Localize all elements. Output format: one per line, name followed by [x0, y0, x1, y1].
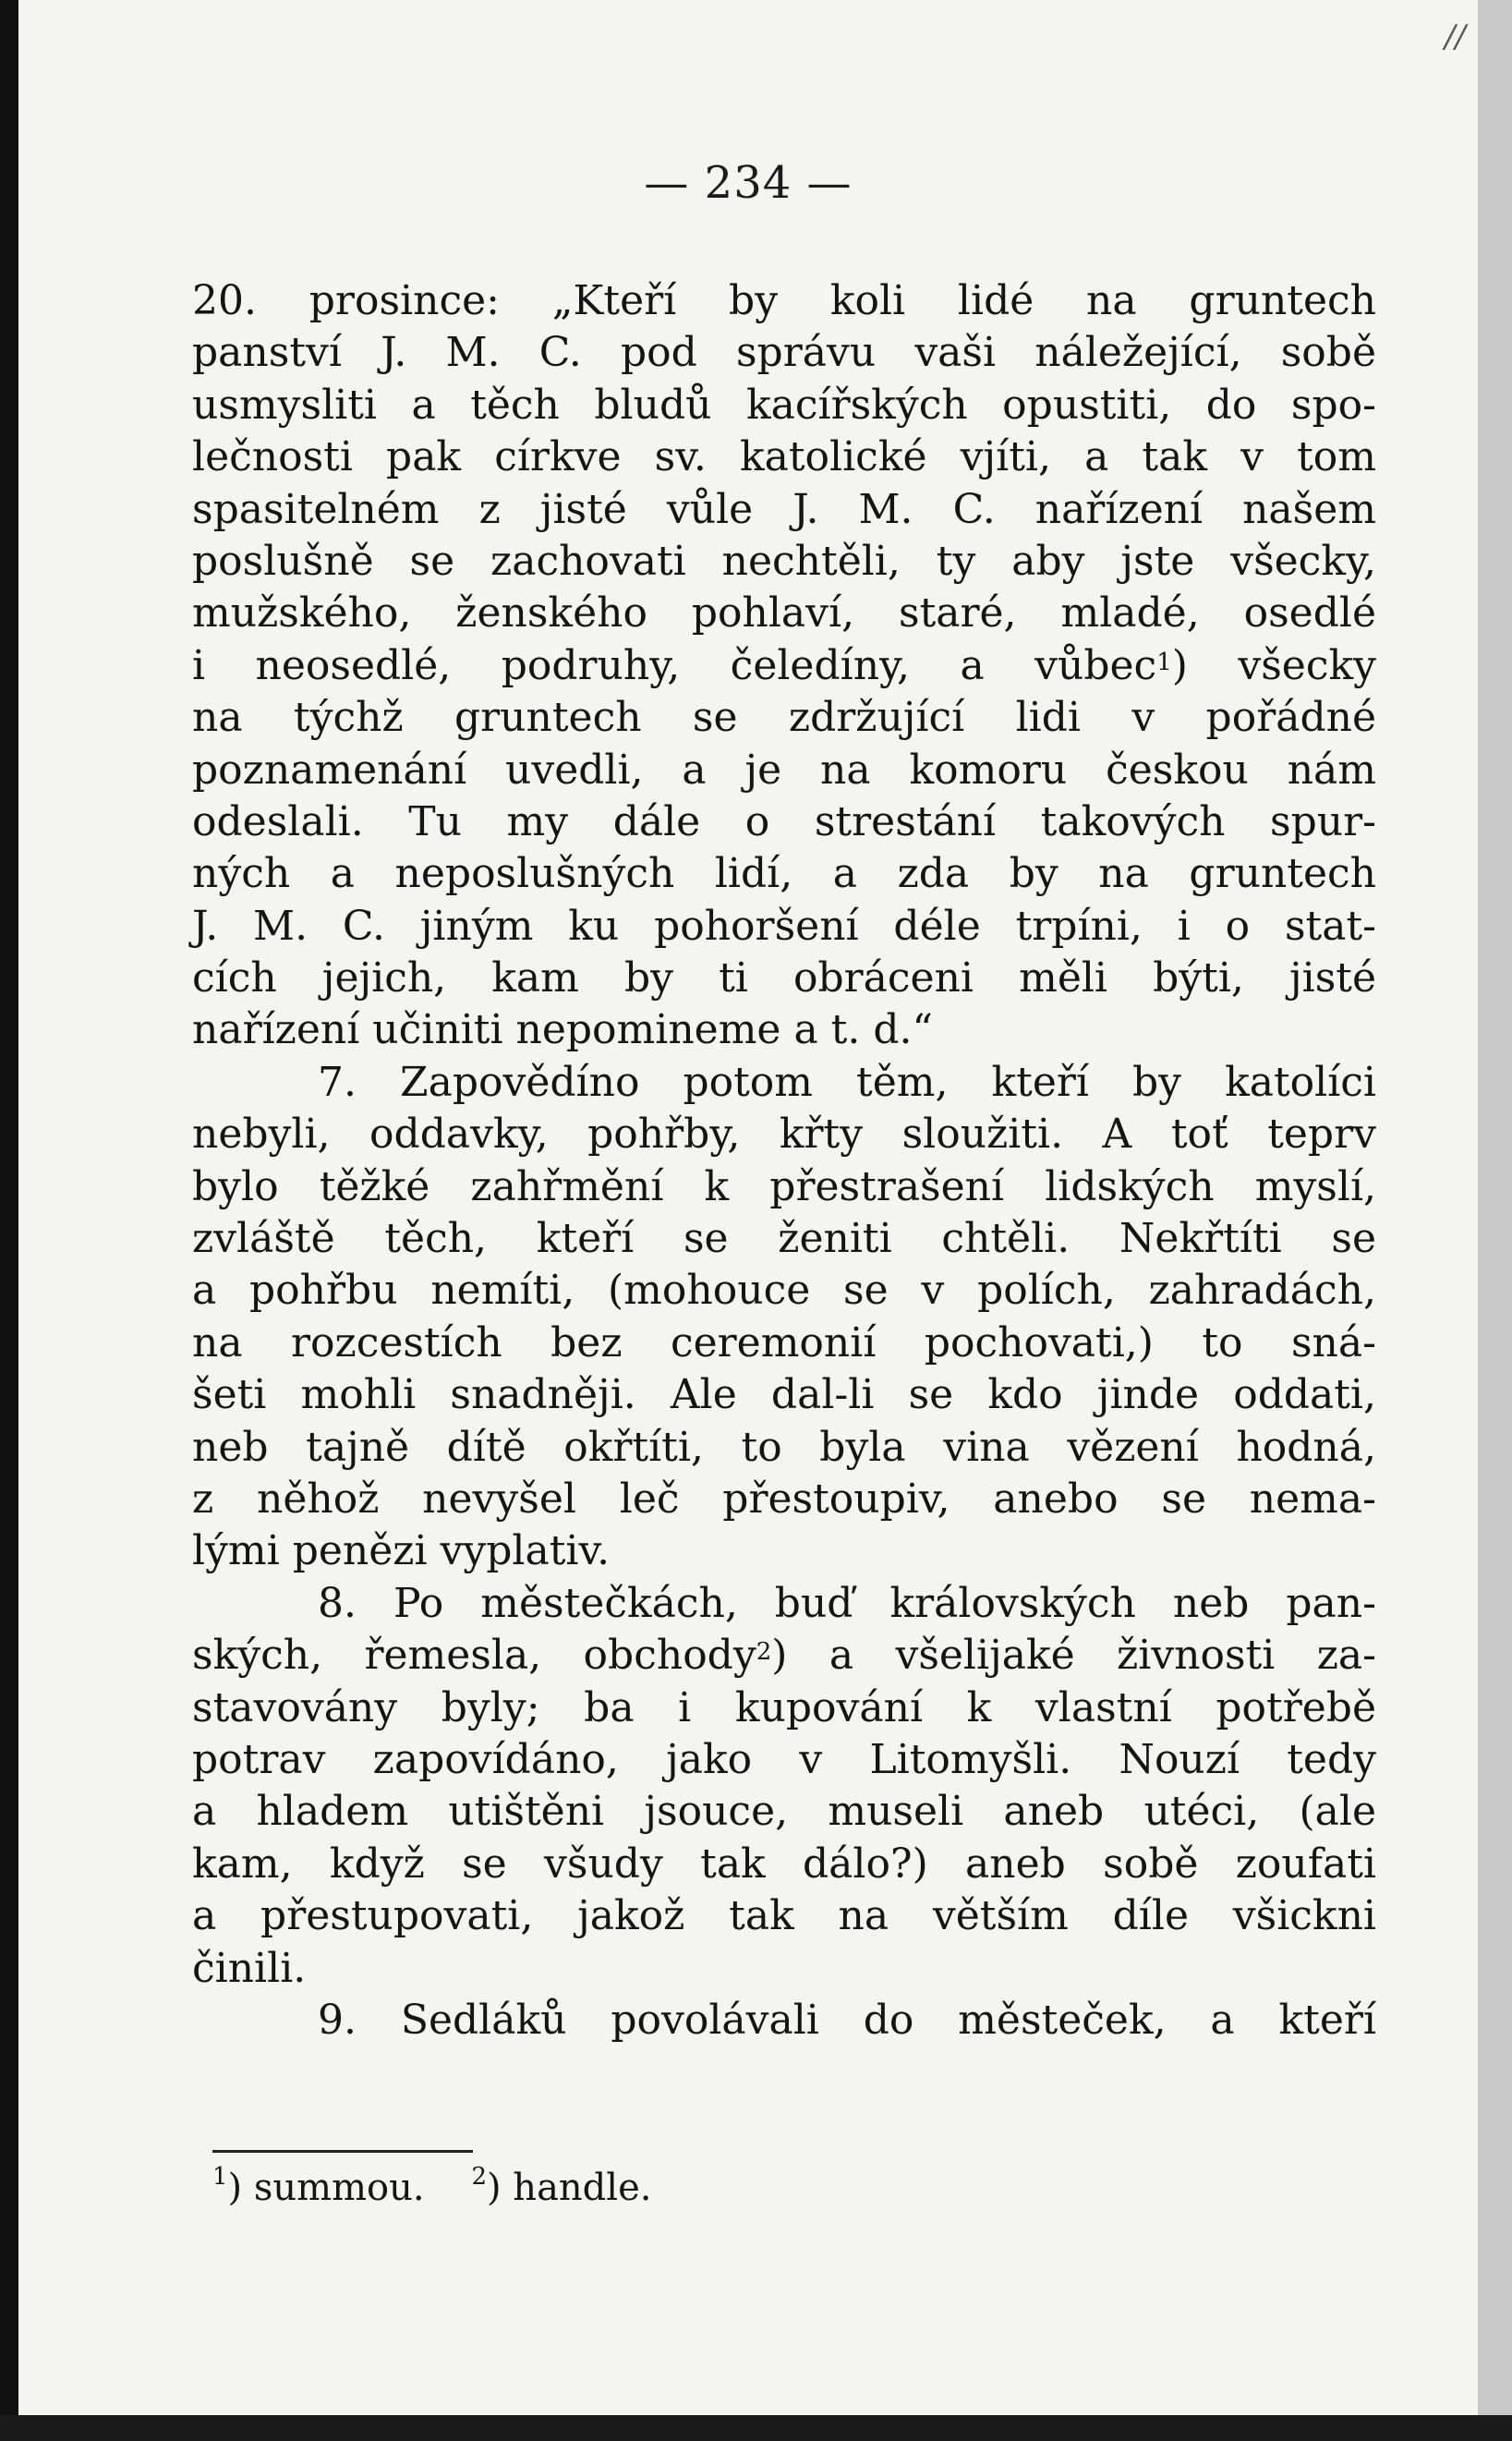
- text-line-content: potrav zapovídáno, jako v Litomyšli. Nouzí tedy: [192, 1735, 1376, 1783]
- text-line: [192, 901, 1376, 953]
- text-line-content: 8. Po městečkách, buď královských neb pan-: [318, 1579, 1376, 1627]
- text-line-content: zvláště těch, kteří se ženiti chtěli. Nekřtíti se: [192, 1215, 1376, 1263]
- footnote-reference: 2: [756, 1638, 772, 1667]
- text-line: [192, 848, 1376, 900]
- text-line-content: cích jejich, kam by ti obráceni měli býti, jisté: [192, 954, 1376, 1002]
- text-line: [192, 1682, 1376, 1734]
- text-line-content: 20. prosince: „Kteří by koli lidé na gruntech: [192, 277, 1376, 324]
- text-line-content: kam, když se všudy tak dálo?) aneb sobě zoufati: [192, 1840, 1376, 1888]
- text-line: [192, 588, 1376, 639]
- text-line-content: činili.: [192, 1944, 307, 1992]
- text-line: [192, 1369, 1376, 1421]
- text-line-content: na týchž gruntech se zdržující lidi v pořádné: [192, 694, 1376, 742]
- text-line-continuation: a všelijaké živnosti za-: [787, 1632, 1376, 1680]
- footnotes: [212, 2163, 652, 2209]
- book-page: [18, 0, 1478, 2415]
- body-text: [192, 275, 1376, 2046]
- text-line: [192, 1734, 1376, 1786]
- footnote-reference: 1: [1156, 648, 1172, 676]
- text-line: [192, 1422, 1376, 1474]
- text-line-content: lými penězi vyplativ.: [192, 1527, 611, 1575]
- footnote-2: $^2$) handle.: [471, 2163, 652, 2209]
- text-line-content: šeti mohli snadněji. Ale dal-li se kdo jinde oddati,: [192, 1371, 1376, 1419]
- text-line: [192, 1474, 1376, 1525]
- text-line-content: spasitelném z jisté vůle J. M. C. nařízení našem: [192, 485, 1376, 533]
- text-line-content: nařízení učiniti nepomineme a t. d.“: [192, 1006, 933, 1054]
- text-line: [192, 796, 1376, 848]
- text-line: [192, 1057, 1376, 1109]
- text-line-content: usmysliti a těch bludů kacířských opustiti, do spo-: [192, 381, 1376, 429]
- text-line: [192, 275, 1376, 327]
- text-line-content: odeslali. Tu my dále o strestání takových spur-: [192, 797, 1376, 845]
- text-line-content: a hladem utištěni jsouce, museli aneb utéci, (ale: [192, 1788, 1376, 1836]
- text-line-content: na rozcestích bez ceremonií pochovati,) to sná-: [192, 1318, 1376, 1366]
- text-line: [192, 1839, 1376, 1890]
- text-line: [192, 953, 1376, 1004]
- text-line-content: a přestupovati, jakož tak na větším díle všickni: [192, 1892, 1376, 1940]
- text-line: [192, 327, 1376, 379]
- text-line-content: nebyli, oddavky, pohřby, křty sloužiti. A toť teprv: [192, 1111, 1376, 1159]
- text-line: [192, 380, 1376, 431]
- text-line: i neosedlé, podruhy, čeledíny, a vůbec$^1$) všecky: [192, 641, 1376, 689]
- text-line: [192, 1786, 1376, 1838]
- text-line: [192, 1578, 1376, 1630]
- footnote-1: $^1$) summou.: [212, 2163, 425, 2209]
- text-line: [192, 1213, 1376, 1265]
- text-line: [192, 1109, 1376, 1160]
- text-line-content: neb tajně dítě okřtíti, to byla vina vězení hodná,: [192, 1423, 1376, 1471]
- text-line-content: a pohřbu nemíti, (mohouce se v polích, zahradách,: [192, 1267, 1376, 1315]
- text-line: [192, 1161, 1376, 1213]
- text-line-content: panství J. M. C. pod správu vaši náležející, sobě: [192, 329, 1376, 377]
- text-line-content: 7. Zapovědíno potom těm, kteří by katolíci: [318, 1058, 1376, 1106]
- text-line-content: poslušně se zachovati nechtěli, ty aby jste všecky,: [192, 537, 1376, 585]
- text-line-content: z něhož nevyšel leč přestoupiv, anebo se nema-: [192, 1475, 1376, 1523]
- corner-pencil-mark: //: [1445, 18, 1466, 55]
- text-line: [192, 484, 1376, 536]
- text-line-content: lečnosti pak církve sv. katolické vjíti, a tak v tom: [192, 433, 1376, 481]
- text-line: [192, 1318, 1376, 1369]
- text-line-content: i neosedlé, podruhy, čeledíny, a vůbec: [192, 641, 1157, 689]
- text-line-content: bylo těžké zahřmění k přestrašení lidských myslí,: [192, 1162, 1376, 1210]
- text-line-content: J. M. C. jiným ku pohoršení déle trpíni, i o stat-: [192, 902, 1376, 950]
- text-line: [192, 692, 1376, 744]
- text-line-content: mužského, ženského pohlaví, staré, mladé, osedlé: [192, 589, 1376, 638]
- text-line: [192, 1890, 1376, 1942]
- text-line-content: ných a neposlušných lidí, a zda by na gruntech: [192, 850, 1376, 898]
- text-line: [192, 431, 1376, 483]
- text-line: [192, 1943, 1376, 1995]
- text-line-content: ských, řemesla, obchody: [192, 1632, 756, 1680]
- text-line-content: poznamenání uvedli, a je na komoru českou nám: [192, 746, 1376, 794]
- text-line-content: 9. Sedláků povolávali do městeček, a kteří: [318, 1996, 1376, 2044]
- text-line: [192, 1525, 1376, 1577]
- text-line: ských, řemesla, obchody$^2$) a všelijaké živnosti za-: [192, 1632, 1376, 1680]
- footnote-rule: [212, 2150, 473, 2153]
- footnote-2-marker: 2: [471, 2163, 487, 2191]
- text-line: [192, 1995, 1376, 2046]
- page-number: — 234 —: [644, 157, 853, 209]
- text-line: [192, 536, 1376, 588]
- text-line-continuation: všecky: [1187, 641, 1376, 689]
- text-line-content: stavovány byly; ba i kupování k vlastní potřebě: [192, 1683, 1376, 1731]
- text-line: [192, 745, 1376, 796]
- footnote-1-marker: 1: [212, 2163, 228, 2191]
- scan-bottom-border: [0, 2415, 1512, 2441]
- footnote-1-text: summou.: [242, 2167, 425, 2209]
- text-line: [192, 1265, 1376, 1317]
- text-line: [192, 1004, 1376, 1056]
- footnote-2-text: handle.: [501, 2167, 652, 2209]
- scan-left-border: [0, 0, 18, 2441]
